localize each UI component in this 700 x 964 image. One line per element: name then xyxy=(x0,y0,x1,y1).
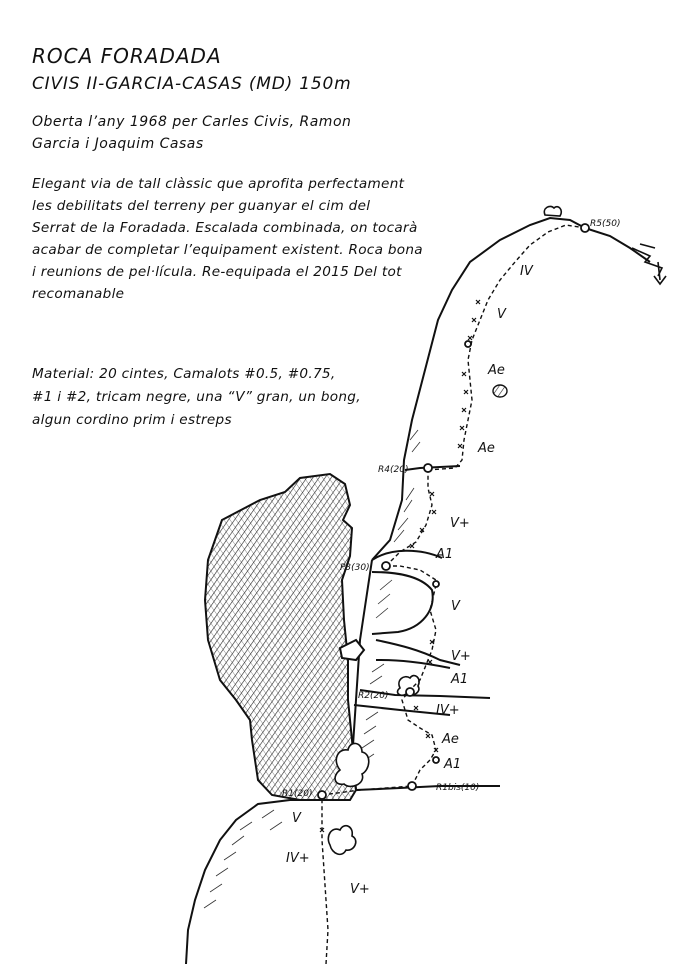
grade-label: IV+ xyxy=(286,851,310,866)
grade-label: V+ xyxy=(450,516,470,531)
grade-label: Ae xyxy=(478,441,495,456)
belay-label: R4(20) xyxy=(378,465,409,475)
grade-label: Ae xyxy=(442,732,459,747)
belay-p3-marker xyxy=(382,562,390,570)
belay-r4-marker xyxy=(424,464,432,472)
description-line: les debilitats del terreny per guanyar el cim del xyxy=(32,198,371,214)
description-line: Serrat de la Foradada. Escalada combinada, on tocarà xyxy=(32,220,418,236)
grade-label: IV+ xyxy=(436,703,460,718)
main-wall xyxy=(340,218,650,790)
belay-r2-marker xyxy=(406,688,414,696)
description-line: Elegant via de tall clàssic que aprofita perfectament xyxy=(32,176,405,192)
piton-marker xyxy=(433,581,439,587)
belay-r5-marker xyxy=(581,224,589,232)
grade-label: IV xyxy=(520,264,533,279)
belay-r1-marker xyxy=(318,791,326,799)
description-line: recomanable xyxy=(32,286,125,302)
page-title: ROCA FORADADA xyxy=(32,44,222,68)
rock-pillar xyxy=(205,474,356,800)
grade-label: A1 xyxy=(451,672,469,687)
belay-label: P3(30) xyxy=(340,563,370,573)
piton-marker xyxy=(433,757,439,763)
belay-label: R5(50) xyxy=(590,219,621,229)
belay-r1bis-marker xyxy=(408,782,416,790)
material-line: #1 i #2, tricam negre, una “V” gran, un bong, xyxy=(32,389,361,405)
belay-label: R1(20) xyxy=(282,789,313,799)
first-ascent-line: Garcia i Joaquim Casas xyxy=(32,136,204,152)
base-slab xyxy=(186,800,330,964)
material-line: Material: 20 cintes, Camalots #0.5, #0.75, xyxy=(32,366,336,382)
grade-label: Ae xyxy=(488,363,505,378)
grade-label: V xyxy=(497,307,506,322)
description-line: i reunions de pel·lícula. Re-equipada el 2015 Del tot xyxy=(32,264,402,280)
route-name: CIVIS II-GARCIA-CASAS (MD) 150m xyxy=(32,74,352,94)
first-ascent-line: Oberta l’any 1968 per Carles Civis, Ramon xyxy=(32,114,352,130)
grade-label: A1 xyxy=(444,757,462,772)
boulder xyxy=(493,385,507,397)
grade-label: V+ xyxy=(451,649,471,664)
piton-marker xyxy=(465,341,471,347)
belay-label: R2(20) xyxy=(358,691,389,701)
route-line xyxy=(322,225,585,964)
wall-shading xyxy=(362,430,420,762)
descent-arrow-icon xyxy=(632,244,666,284)
material-line: algun cordino prim i estreps xyxy=(32,412,232,428)
description-line: acabar de completar l’equipament existent. Roca bona xyxy=(32,242,423,258)
grade-label: V xyxy=(451,599,460,614)
grade-label: V xyxy=(292,811,301,826)
grade-label: A1 xyxy=(436,547,454,562)
grade-label: V+ xyxy=(350,882,370,897)
belay-label: R1bis(10) xyxy=(436,783,480,793)
base-slab-shading xyxy=(204,810,282,908)
